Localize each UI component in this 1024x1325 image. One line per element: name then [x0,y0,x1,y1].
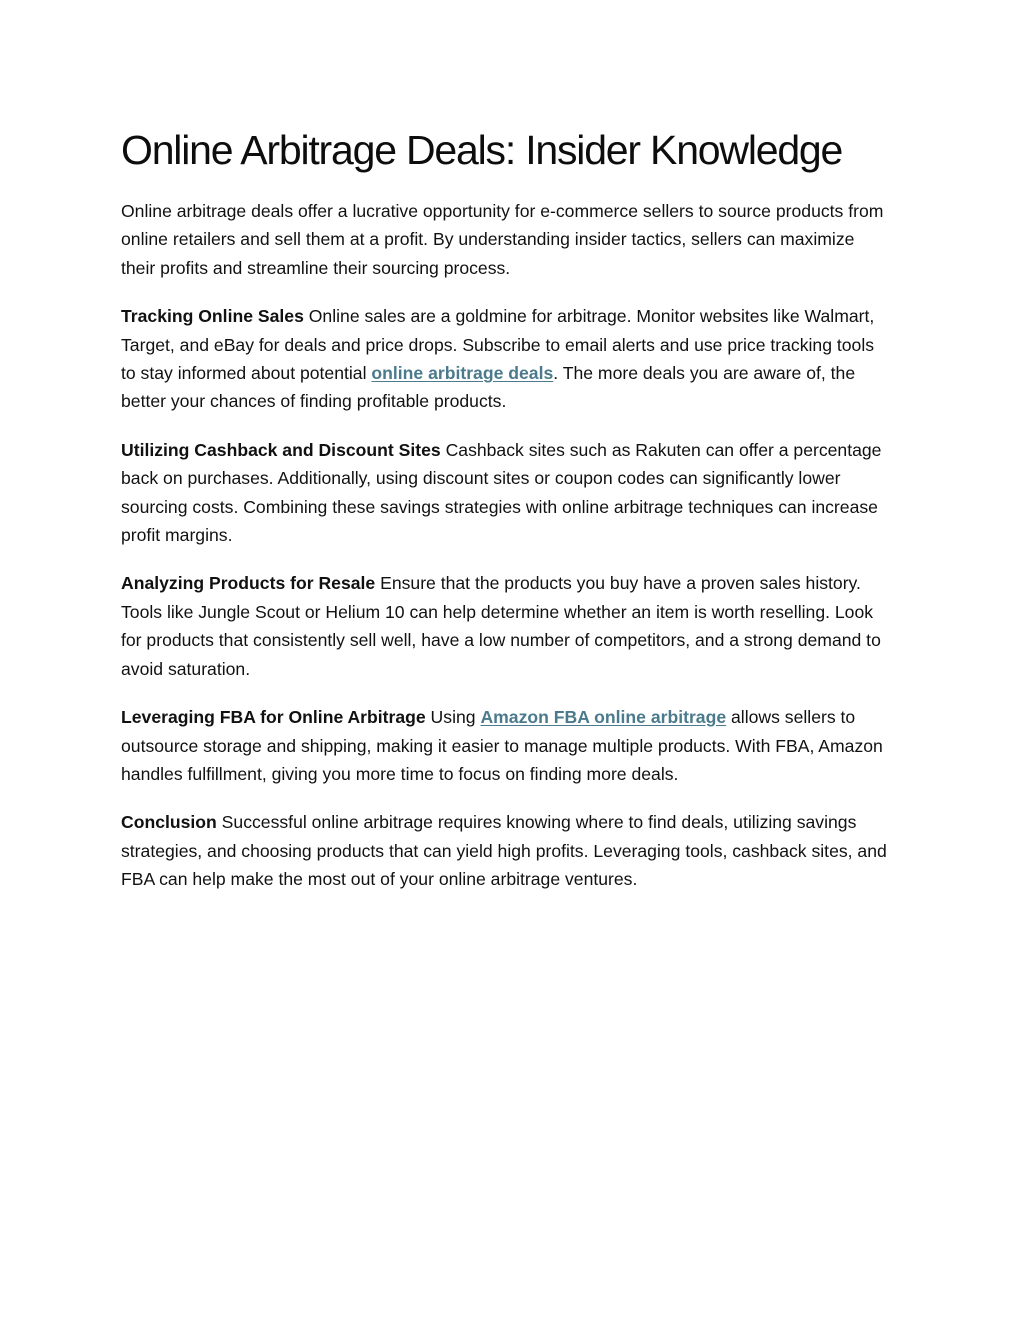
section-leveraging-fba [121,703,893,788]
section-text: Ensure that the products you buy have a proven sales history. Tools like Jungle Scout or Helium 10 can help determine whether an item is worth reselling. Look for products that consistently sell well, have a low number of competitors, and a strong demand to avoid saturation. [121,573,881,679]
section-heading: Leveraging FBA for Online Arbitrage [121,707,426,728]
section-text: Online sales are a goldmine for arbitrage. Monitor websites like Walmart, Target, and eBay for deals and price drops. Subscribe to email alerts and use price tracking tools to stay informed about potential [121,306,875,384]
amazon-fba-online-arbitrage-link[interactable]: Amazon FBA online arbitrage [480,707,727,728]
section-heading: Conclusion [121,812,217,833]
section-text: . The more deals you are aware of, the better your chances of finding profitable products. [121,363,856,412]
section-conclusion [121,808,893,893]
section-tracking-online-sales [121,302,893,416]
section-text: Successful online arbitrage requires knowing where to find deals, utilizing savings strategies, and choosing products that can yield high profits. Leveraging tools, cashback sites, and FBA can help make the most out of your online arbitrage ventures. [121,812,887,890]
document-page [121,120,893,914]
section-analyzing-products [121,569,893,683]
section-heading: Analyzing Products for Resale [121,573,376,594]
section-text: Using [425,707,481,728]
online-arbitrage-deals-link[interactable]: online arbitrage deals [371,363,554,384]
section-heading: Utilizing Cashback and Discount Sites [121,439,441,460]
section-cashback-discount-sites [121,436,893,550]
intro-paragraph: Online arbitrage deals offer a lucrative opportunity for e-commerce sellers to source products from online retailers and sell them at a profit. By understanding insider tactics, sellers can maximize their profits and streamline their sourcing process. [121,201,884,278]
page-title: Online Arbitrage Deals: Insider Knowledge [121,127,843,173]
section-heading: Tracking Online Sales [121,306,304,327]
section-text: Cashback sites such as Rakuten can offer a percentage back on purchases. Additionally, using discount sites or coupon codes can significantly lower sourcing costs. Combining these savings strategies with online arbitrage techniques can increase profit margins. [121,439,882,546]
section-text: allows sellers to outsource storage and shipping, making it easier to manage multiple products. With FBA, Amazon handles fulfillment, giving you more time to focus on finding more deals. [121,707,883,784]
